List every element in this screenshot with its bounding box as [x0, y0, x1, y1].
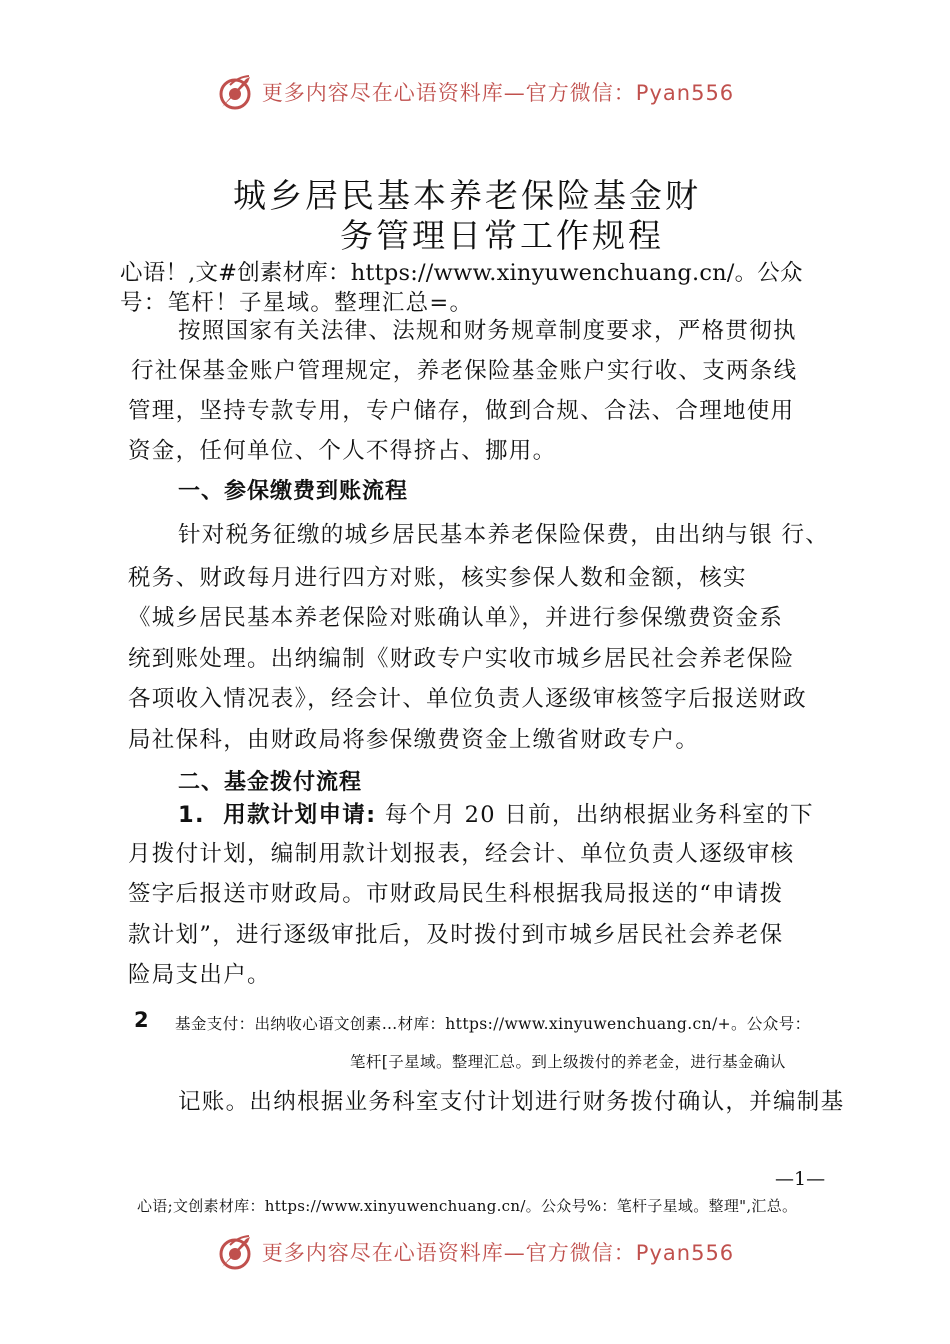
footer-note: 心语;文创素材库：https://www.xinyuwenchuang.cn/。公众号%：笔杆子星域。整理",汇总。	[137, 1197, 798, 1215]
list-item-text: 笔杆[子星域。整理汇总。到上级拨付的养老金，进行基金确认	[350, 1053, 786, 1071]
document-title-line-1: 城乡居民基本养老保险基金财	[233, 176, 701, 215]
quill-logo-icon	[216, 73, 254, 111]
paragraph-line: 税务、财政每月进行四方对账，核实参保人数和金额，核实	[128, 565, 747, 591]
paragraph-line: 《城乡居民基本养老保险对账确认单》，并进行参保缴费资金系	[128, 605, 784, 631]
quill-logo-icon	[216, 1233, 254, 1271]
list-item-1-first-line	[178, 797, 814, 829]
intro-line: 号：笔杆！子星域。整理汇总=。	[120, 290, 474, 316]
banner-text: 更多内容尽在心语资料库—官方微信：Pyan556	[261, 1241, 735, 1265]
list-item-text: 基金支付：出纳收心语文创素…材库：https://www.xinyuwenchuang.cn/+。公众号：	[175, 1015, 811, 1033]
banner-text: 更多内容尽在心语资料库—官方微信：Pyan556	[261, 81, 735, 105]
top-banner	[0, 73, 950, 111]
paragraph-line: 月拨付计划，编制用款计划报表，经会计、单位负责人逐级审核	[128, 841, 795, 867]
paragraph-line: 统到账处理。出纳编制《财政专户实收市城乡居民社会养老保险	[128, 646, 795, 672]
intro-line: 心语！,文#创素材库：https://www.xinyuwenchuang.cn/。公众	[120, 260, 803, 286]
paragraph-line: 针对税务征缴的城乡居民基本养老保险保费，由出纳与银 行、	[178, 522, 830, 548]
paragraph-line: 记账。出纳根据业务科室支付计划进行财务拨付确认，并编制基	[178, 1089, 845, 1115]
paragraph-line: 行社保基金账户管理规定，养老保险基金账户实行收、支两条线	[131, 358, 798, 384]
paragraph-line: 险局支出户。	[128, 962, 271, 988]
paragraph-line: 局社保科，由财政局将参保缴费资金上缴省财政专户。	[128, 727, 700, 753]
paragraph-line: 各项收入情况表》，经会计、单位负责人逐级审核签字后报送财政	[128, 686, 807, 712]
paragraph-line: 管理，坚持专款专用，专户储存，做到合规、合法、合理地使用	[128, 398, 795, 424]
paragraph-line: 按照国家有关法律、法规和财务规章制度要求，严格贯彻执	[178, 318, 797, 344]
bottom-banner	[0, 1233, 950, 1271]
list-item-label: 用款计划申请:	[223, 802, 377, 828]
list-item-number: 2	[134, 1008, 149, 1032]
section-heading: 二、基金拨付流程	[178, 770, 363, 795]
paragraph-line: 款计划”，进行逐级审批后，及时拨付到市城乡居民社会养老保	[128, 922, 784, 948]
page-number: —1—	[775, 1168, 826, 1190]
list-item-text: 每个月 20 日前，出纳根据业务科室的下	[384, 802, 814, 828]
paragraph-line: 签字后报送市财政局。市财政局民生科根据我局报送的“申请拨	[128, 881, 784, 907]
section-heading: 一、参保缴费到账流程	[178, 479, 409, 504]
document-title-line-2: 务管理日常工作规程	[340, 216, 664, 255]
list-item-number: 1.	[178, 802, 205, 828]
paragraph-line: 资金，任何单位、个人不得挤占、挪用。	[128, 438, 557, 464]
